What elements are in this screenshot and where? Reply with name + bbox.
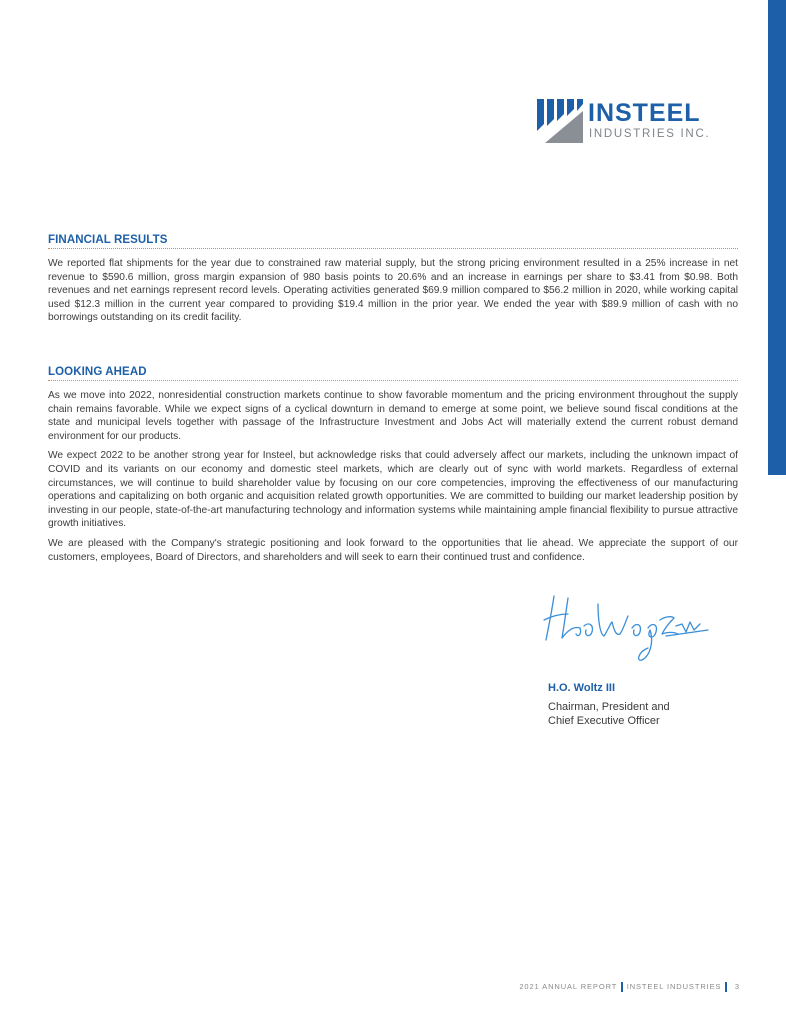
page-number: 3	[734, 982, 740, 991]
footer-company-label: INSTEEL INDUSTRIES	[626, 982, 722, 991]
logo-name: INSTEEL	[588, 99, 701, 127]
section-heading: LOOKING AHEAD	[48, 365, 738, 381]
footer-divider	[725, 982, 727, 992]
paragraph: We reported flat shipments for the year due to constrained raw material supply, but the strong pricing environment resulted in a 25% increase in net revenue to $590.6 million, gross margin expansion of 980 basis points to 20.6% and an increase in earnings per share to $3.41 from $0.98. Both revenues and net earnings represent record levels. Operating activities generated $69.9 million compared to $56.2 million in 2020, while working capital used $12.3 million in the current year compared to providing $19.4 million in the prior year. We ended the year with $89.9 million of cash with no borrowings outstanding on its credit facility.	[48, 258, 738, 324]
footer-report-label: 2021 ANNUAL REPORT	[519, 982, 618, 991]
section-heading: FINANCIAL RESULTS	[48, 233, 738, 249]
paragraph: As we move into 2022, nonresidential construction markets continue to show favorable momentum and the pricing environment throughout the supply chain remains favorable. While we expect signs of a cyclical downturn in demand to emerge at some point, we believe sound fiscal conditions at the state and municipal levels together with passage of the Infrastructure Investment and Jobs Act will materially extend the current robust demand environment for our products.	[48, 390, 738, 442]
side-accent-bar	[768, 0, 786, 475]
logo-subtitle: INDUSTRIES INC.	[589, 128, 711, 140]
signer-name: H.O. Woltz III	[548, 682, 616, 694]
section-financial-results	[48, 233, 738, 325]
signer-block	[548, 681, 670, 728]
signer-title-line: Chief Executive Officer	[548, 715, 660, 727]
page-footer	[519, 982, 740, 992]
signer-title-line: Chairman, President and	[548, 701, 670, 713]
company-logo	[537, 99, 737, 143]
signer-title	[548, 700, 670, 728]
signature-image	[540, 590, 740, 665]
logo-mark-icon	[537, 99, 583, 143]
paragraph: We are pleased with the Company's strategic positioning and look forward to the opportunities that lie ahead. We appreciate the support of our customers, employees, Board of Directors, and shareholders and will seek to earn their continued trust and confidence.	[48, 537, 738, 563]
footer-divider	[621, 982, 623, 992]
section-looking-ahead	[48, 365, 738, 564]
paragraph: We expect 2022 to be another strong year for Insteel, but acknowledge risks that could adversely affect our markets, including the unknown impact of COVID and its variants on our economy and domestic steel markets, which are clearly out of sync with world markets. Regardless of external circumstances, we will continue to build shareholder value by focusing on our core competencies, improving the effectiveness of our manufacturing operations and capitalizing on both organic and acquisition related growth opportunities. We are committed to building our market leadership position by investing in our people, state-of-the-art manufacturing technology and information systems while maintaining ample financial flexibility to pursue attractive growth initiatives.	[48, 450, 738, 530]
